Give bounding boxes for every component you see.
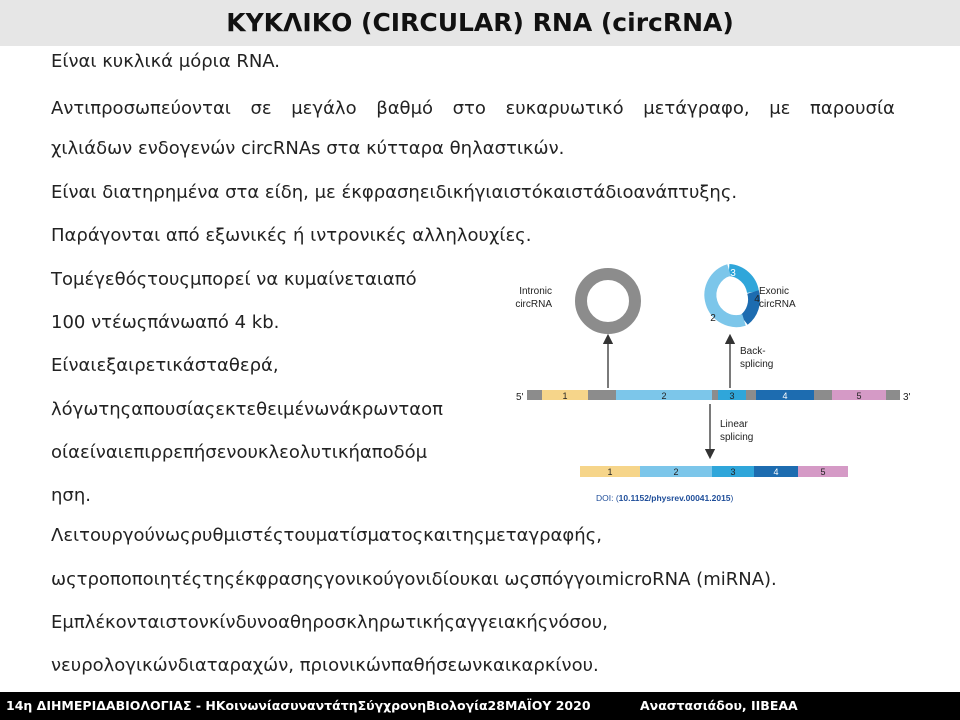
word: βαθμό xyxy=(376,98,434,119)
intronic-label: circRNA xyxy=(515,299,552,310)
intron-segment xyxy=(527,390,542,400)
slide-title: ΚΥΚΛΙΚΟ (CIRCULAR) RNA (circRNA) xyxy=(226,8,734,37)
intron-segment xyxy=(814,390,832,400)
intron-segment xyxy=(886,390,900,400)
back-splicing-label: Back- xyxy=(740,346,766,357)
text-line: χιλιάδων ενδογενών circRNAs στα κύτταρα θηλαστικών. xyxy=(51,138,565,159)
exon-number: 1 xyxy=(607,467,613,477)
word: στο xyxy=(452,98,486,119)
text-line: Είναιεξαιρετικάσταθερά, xyxy=(51,355,279,376)
doi-prefix: DOI: ( xyxy=(596,493,619,503)
ring-segment-4 xyxy=(744,292,754,320)
title-bar xyxy=(0,0,960,46)
exon-number: 2 xyxy=(673,467,679,477)
intron-segment xyxy=(712,390,718,400)
text-line: Είναι διατηρημένα στα είδη, με έκφρασηειδικήγιαιστόκαιστάδιοανάπτυξης. xyxy=(51,182,738,203)
exon-number: 3 xyxy=(729,391,735,401)
word: Αντιπροσωπεύονται xyxy=(51,98,231,119)
intron-segment xyxy=(588,390,616,400)
text-line: νευρολογικώνδιαταραχών, πριονικώνπαθήσεωνκαικαρκίνου. xyxy=(51,655,599,676)
ring-number: 2 xyxy=(710,313,716,324)
back-splicing-label: splicing xyxy=(740,359,774,370)
five-prime-label: 5' xyxy=(516,392,524,403)
text-line: Τομέγεθόςτουςμπορεί να κυμαίνεταιαπό xyxy=(51,269,417,290)
text-line: Εμπλέκονταιστονκίνδυνοαθηροσκληρωτικήςαγγειακήςνόσου, xyxy=(51,612,608,633)
text-line-justified xyxy=(51,98,895,120)
linear-splicing-label: Linear xyxy=(720,419,748,430)
ring-number: 4 xyxy=(754,294,760,305)
word: μεγάλο xyxy=(291,98,357,119)
exon-number: 4 xyxy=(773,467,779,477)
doi-suffix: ) xyxy=(730,493,734,503)
footer-event-text: 14η ΔΙΗΜΕΡΙΔΑΒΙΟΛΟΓΙΑΣ - ΗΚοινωνίασυναντάτηΣύγχρονηΒιολογία28ΜΑΪΟΥ 2020 xyxy=(6,698,591,713)
text-line: ωςτροποποιητέςτηςέκφρασηςγονικούγονιδίουκαι ωςσπόγγοιmicroRNA (miRNA). xyxy=(51,569,777,590)
circrna-diagram xyxy=(508,264,920,514)
exon-number: 4 xyxy=(782,391,788,401)
three-prime-label: 3' xyxy=(903,392,911,403)
text-line: Παράγονται από εξωνικές ή ιντρονικές αλληλουχίες. xyxy=(51,225,532,246)
exon-number: 2 xyxy=(661,391,667,401)
exon-number: 5 xyxy=(820,467,826,477)
intronic-circle xyxy=(581,274,635,328)
word: παρουσία xyxy=(810,98,895,119)
text-line: 100 ντέωςπάνωαπό 4 kb. xyxy=(51,312,280,333)
intronic-label: Intronic xyxy=(519,286,552,297)
doi-value: 10.1152/physrev.00041.2015 xyxy=(618,493,731,503)
text-line: οίαείναιεπιρρεπήσενουκλεολυτικήαποδόμ xyxy=(51,442,428,463)
footer-author-text: Αναστασιάδου, ΙΙΒΕΑΑ xyxy=(640,698,798,713)
exonic-label: circRNA xyxy=(759,299,796,310)
linear-splicing-label: splicing xyxy=(720,432,754,443)
word: σε xyxy=(250,98,272,119)
doi-caption xyxy=(596,493,734,503)
footer-bar xyxy=(0,692,960,720)
text-line: Λειτουργούνωςρυθμιστέςτουματίσματοςκαιτηςμεταγραφής, xyxy=(51,525,602,546)
word: ευκαρυωτικό xyxy=(505,98,624,119)
text-line: Είναι κυκλικά μόρια RNA. xyxy=(51,51,281,72)
exonic-label: Exonic xyxy=(759,286,790,297)
word: με xyxy=(769,98,791,119)
ring-number: 3 xyxy=(730,268,736,279)
exon-number: 5 xyxy=(856,391,862,401)
intron-segment xyxy=(746,390,756,400)
text-line: ηση. xyxy=(51,485,91,506)
exon-number: 1 xyxy=(562,391,568,401)
text-line: λόγωτηςαπουσίαςεκτεθειμένωνάκρωνταοπ xyxy=(51,399,443,420)
word: μετάγραφο, xyxy=(643,98,750,119)
exon-number: 3 xyxy=(730,467,736,477)
